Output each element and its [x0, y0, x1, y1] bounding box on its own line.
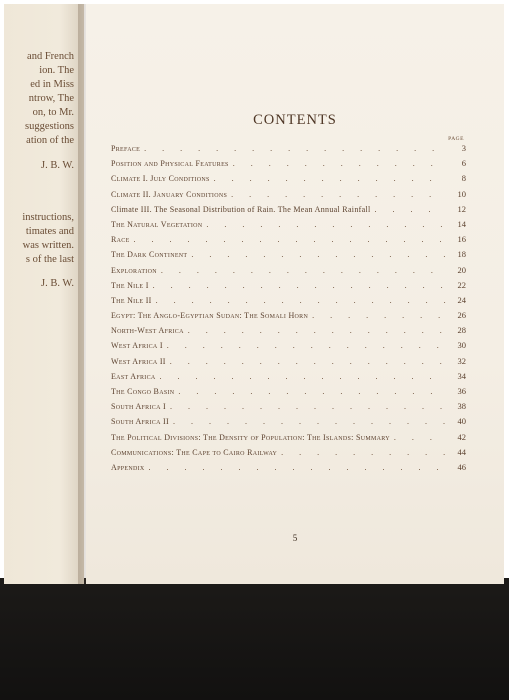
- toc-entry: [111, 189, 466, 204]
- toc-entry: [111, 204, 466, 219]
- toc-entry-title: The Political Divisions: The Density of Population: The Islands: Summary: [111, 432, 390, 442]
- toc-entry: [111, 356, 466, 371]
- toc-entry: [111, 265, 466, 280]
- left-page-text-fragment: J. B. W.: [41, 160, 74, 171]
- toc-entry-page: 44: [457, 446, 466, 457]
- toc-entry: [111, 158, 466, 173]
- toc-leader-dots: [374, 205, 446, 214]
- toc-entry-page: 46: [457, 461, 466, 472]
- toc-leader-dots: [144, 144, 446, 153]
- toc-entry-page: 8: [461, 173, 466, 184]
- toc-entry-page: 42: [457, 431, 466, 442]
- toc-entry-title: Position and Physical Features: [111, 159, 229, 169]
- toc-entry-title: West Africa I: [111, 341, 163, 351]
- right-page: [86, 4, 504, 584]
- toc-leader-dots: [233, 159, 446, 168]
- left-page-text-fragment: s of the last: [25, 254, 74, 265]
- left-page-text-fragment: suggestions: [24, 121, 74, 132]
- toc-entry: [111, 310, 466, 325]
- toc-entry: [111, 325, 466, 340]
- toc-leader-dots: [214, 174, 446, 183]
- left-page-text-fragment: and French: [27, 51, 74, 62]
- toc-entry: [111, 219, 466, 234]
- toc-entry-page: 10: [457, 188, 466, 199]
- toc-entry-title: South Africa II: [111, 417, 169, 427]
- left-page-text-fragment: ntrow, The: [28, 93, 74, 104]
- toc-entry-title: Race: [111, 235, 130, 245]
- toc-entry-title: Egypt: The Anglo-Egyptian Sudan: The Somali Horn: [111, 311, 309, 321]
- toc-entry: [111, 447, 466, 462]
- toc-entry-title: Exploration: [111, 265, 157, 275]
- toc-entry-page: 26: [457, 310, 466, 321]
- toc-leader-dots: [206, 220, 446, 229]
- toc-entry-page: 24: [457, 294, 466, 305]
- left-page-text-fragment: J. B. W.: [41, 278, 74, 289]
- toc-entry-page: 6: [461, 158, 466, 169]
- toc-entry-page: 40: [457, 416, 466, 427]
- toc-leader-dots: [153, 281, 446, 290]
- toc-entry: [111, 295, 466, 310]
- toc-entry: [111, 143, 466, 158]
- toc-leader-dots: [178, 387, 446, 396]
- left-page-text-fragment: ed in Miss: [30, 79, 74, 90]
- toc-entry: [111, 386, 466, 401]
- toc-entry: [111, 249, 466, 264]
- toc-leader-dots: [173, 417, 446, 426]
- toc-entry-page: 30: [457, 340, 466, 351]
- toc-entry: [111, 340, 466, 355]
- toc-entry: [111, 432, 466, 447]
- left-page-text-fragment: on, to Mr.: [32, 107, 74, 118]
- toc-leader-dots: [281, 448, 446, 457]
- toc-entry-page: 32: [457, 355, 466, 366]
- toc-entry: [111, 280, 466, 295]
- left-page-text-fragment: instructions,: [22, 212, 74, 223]
- toc-leader-dots: [188, 326, 446, 335]
- toc-leader-dots: [149, 463, 446, 472]
- toc-entry: [111, 462, 466, 477]
- toc-entry-page: 20: [457, 264, 466, 275]
- toc-leader-dots: [170, 402, 446, 411]
- toc-leader-dots: [160, 372, 446, 381]
- toc-entry-title: The Nile II: [111, 295, 152, 305]
- toc-leader-dots: [231, 190, 446, 199]
- toc-entry-page: 28: [457, 325, 466, 336]
- toc-entry-title: East Africa: [111, 371, 156, 381]
- page-column-heading: PAGE: [448, 136, 464, 142]
- table-of-contents: [111, 143, 466, 477]
- toc-entry-page: 22: [457, 279, 466, 290]
- page-number: 5: [292, 533, 298, 543]
- toc-entry: [111, 173, 466, 188]
- toc-leader-dots: [167, 341, 446, 350]
- toc-entry-page: 3: [461, 143, 466, 153]
- toc-entry-title: The Dark Continent: [111, 250, 188, 260]
- toc-entry-title: The Congo Basin: [111, 387, 175, 396]
- toc-leader-dots: [312, 311, 446, 320]
- toc-entry-title: Climate III. The Seasonal Distribution of Rain. The Mean Annual Rainfall: [111, 204, 371, 214]
- toc-leader-dots: [170, 357, 446, 366]
- toc-entry-title: The Natural Vegetation: [111, 219, 203, 229]
- toc-leader-dots: [156, 296, 446, 305]
- left-page-text-fragment: ion. The: [39, 65, 74, 76]
- left-page-text-fragment: timates and: [25, 226, 74, 237]
- toc-entry-title: Communications: The Cape to Cairo Railway: [111, 447, 278, 457]
- toc-entry-page: 14: [457, 218, 466, 229]
- toc-leader-dots: [134, 235, 446, 244]
- left-page-text-fragment: ation of the: [26, 135, 74, 146]
- toc-entry: [111, 401, 466, 416]
- toc-entry-page: 36: [457, 386, 466, 396]
- toc-entry-title: Preface: [111, 144, 141, 153]
- toc-entry-title: South Africa I: [111, 402, 166, 412]
- toc-entry: [111, 371, 466, 386]
- toc-leader-dots: [161, 266, 446, 275]
- left-page-text-fragment: was written.: [22, 240, 74, 251]
- toc-entry: [111, 234, 466, 249]
- toc-entry: [111, 416, 466, 431]
- toc-leader-dots: [191, 250, 446, 259]
- toc-entry-page: 18: [457, 249, 466, 260]
- toc-entry-page: 38: [457, 401, 466, 412]
- contents-title: CONTENTS: [253, 112, 337, 128]
- toc-leader-dots: [394, 433, 446, 442]
- toc-entry-title: Climate II. January Conditions: [111, 189, 228, 199]
- toc-entry-page: 12: [457, 203, 466, 214]
- toc-entry-title: Climate I. July Conditions: [111, 174, 210, 184]
- toc-entry-page: 34: [457, 370, 466, 381]
- left-page: [4, 4, 84, 584]
- toc-entry-title: The Nile I: [111, 280, 149, 290]
- toc-entry-page: 16: [457, 234, 466, 245]
- toc-entry-title: Appendix: [111, 462, 145, 472]
- dark-background: [0, 578, 509, 700]
- toc-entry-title: West Africa II: [111, 356, 166, 366]
- toc-entry-title: North-West Africa: [111, 326, 184, 336]
